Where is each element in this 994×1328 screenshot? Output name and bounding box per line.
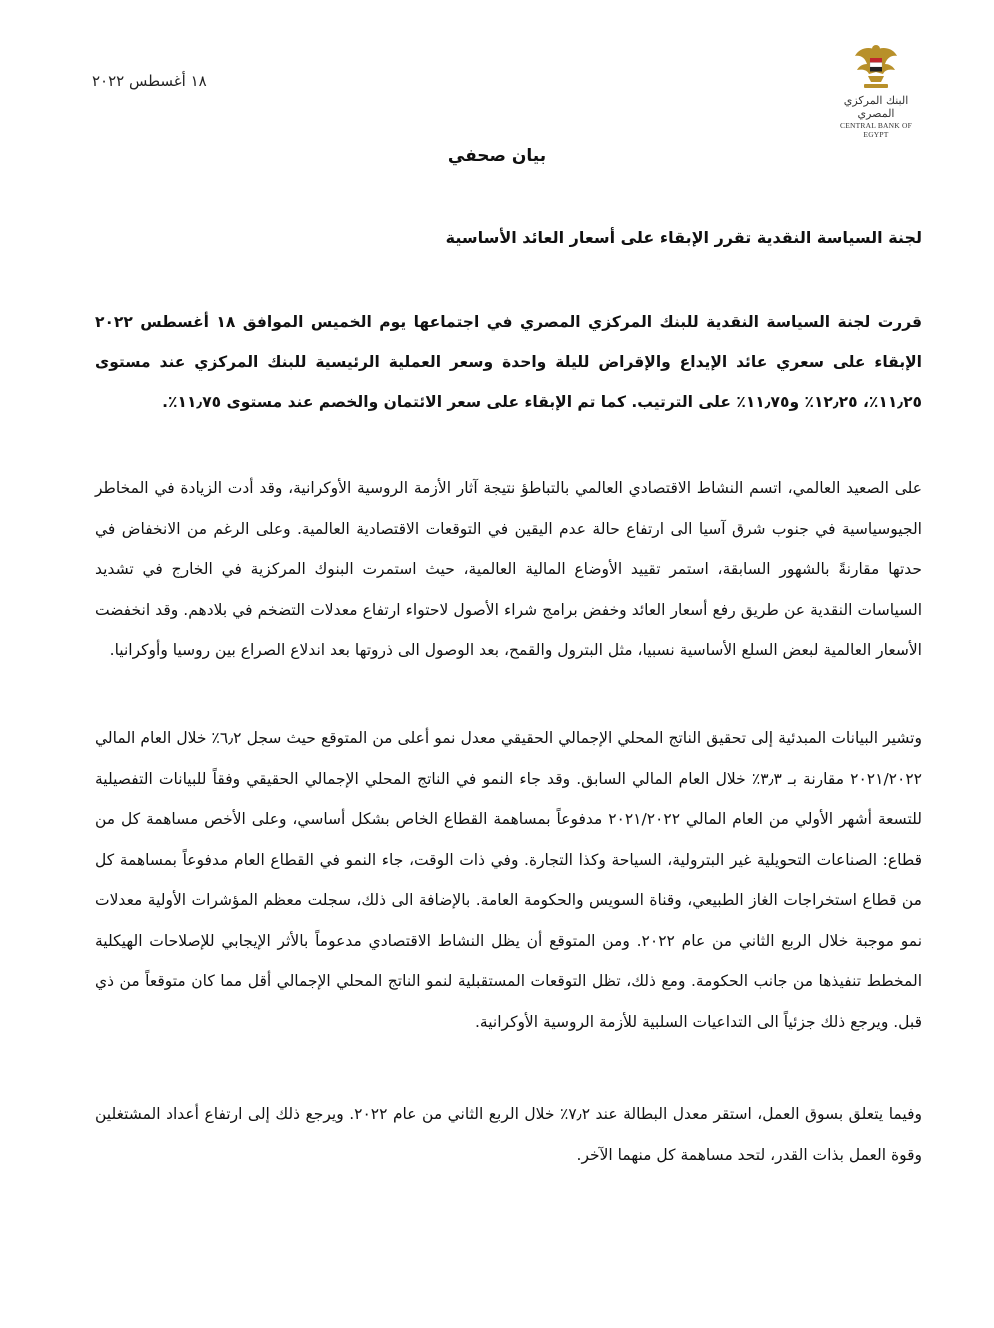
decision-paragraph: قررت لجنة السياسة النقدية للبنك المركزي المصري في اجتماعها يوم الخميس الموافق ١٨ أغسطس ٢٠٢٢ الإبقاء على سعري عائد الإيداع والإقراض لليلة واحدة وسعر العملية الرئيسية للبنك المركزي عند مستوى ١١٫٢٥٪، ١٢٫٢٥٪ و١١٫٧٥٪ على الترتيب. كما تم الإبقاء على سعر الائتمان والخصم عند مستوى ١١٫٧٥٪. — [95, 313, 922, 411]
release-date: ١٨ أغسطس ٢٠٢٢ — [92, 72, 207, 90]
eagle-emblem-icon — [853, 42, 899, 92]
cbe-logo — [828, 42, 924, 138]
logo-english-name: CENTRAL BANK OF EGYPT — [840, 121, 912, 139]
document-title: بيان صحفي — [447, 146, 547, 166]
labor-market-section — [95, 1094, 922, 1175]
press-release-subject: لجنة السياسة النقدية تقرر الإبقاء على أسعار العائد الأساسية — [445, 228, 922, 247]
body-paragraph-global: على الصعيد العالمي، اتسم النشاط الاقتصادي العالمي بالتباطؤ نتيجة آثار الأزمة الروسية الأوكرانية، وقد أدت الزيادة في المخاطر الجيوسياسية في جنوب شرق آسيا الى ارتفاع حالة عدم اليقين في التوقعات الاقتصادية العالمية. وعلى الرغم من الانخفاض في حدتها مقارنةً بالشهور السابقة، استمر تقييد الأوضاع المالية العالمية، حيث استمرت البنوك المركزية في الخارج في تشديد السياسات النقدية عن طريق رفع أسعار العائد وخفض برامج شراء الأصول لاحتواء ارتفاع معدلات التضخم في بلادهم. وقد انخفضت الأسعار العالمية لبعض السلع الأساسية نسبيا، مثل البترول والقمح، بعد الوصول الى ذروتها بعد اندلاع الصراع بين روسيا وأوكرانيا. — [95, 479, 922, 659]
body-paragraph-labor: وفيما يتعلق بسوق العمل، استقر معدل البطالة عند ٧٫٢٪ خلال الربع الثاني من عام ٢٠٢٢. ويرجع ذلك إلى ارتفاع أعداد المشتغلين وقوة العمل بذات القدر، لتحد مساهمة كل منهما الآخر. — [95, 1105, 922, 1164]
gdp-section — [95, 718, 922, 1042]
global-outlook-section — [95, 468, 922, 671]
logo-arabic-name: البنك المركزي المصري — [843, 94, 909, 120]
body-paragraph-gdp: وتشير البيانات المبدئية إلى تحقيق الناتج المحلي الإجمالي الحقيقي معدل نمو أعلى من المتوقع حيث سجل ٦٫٢٪ خلال العام المالي ٢٠٢١/٢٠٢٢ مقارنة بـ ٣٫٣٪ خلال العام المالي السابق. وقد جاء النمو في الناتج المحلي الإجمالي الحقيقي وفقاً للبيانات التفصيلية للتسعة أشهر الأولي من العام المالي ٢٠٢١/٢٠٢٢ مدفوعاً بمساهمة القطاع الخاص بشكل أساسي، وعلى الأخص مساهمة كل من قطاع: الصناعات التحويلية غير البترولية، السياحة وكذا التجارة. وفي ذات الوقت، جاء النمو في القطاع العام مدفوعاً بمساهمة كل من قطاع استخراجات الغاز الطبيعي، وقناة السويس والحكومة العامة. بالإضافة الى ذلك، سجلت معظم المؤشرات الأولية معدلات نمو موجبة خلال الربع الثاني من عام ٢٠٢٢. ومن المتوقع أن يظل النشاط الاقتصادي مدعوماً بالأثر الإيجابي للإصلاحات الهيكلية المخطط تنفيذها من جانب الحكومة. ومع ذلك، تظل التوقعات المستقبلية لنمو الناتج المحلي الإجمالي أقل مما كان متوقعاً من ذي قبل. ويرجع ذلك جزئياً الى التداعيات السلبية للأزمة الروسية الأوكرانية. — [95, 729, 923, 1031]
